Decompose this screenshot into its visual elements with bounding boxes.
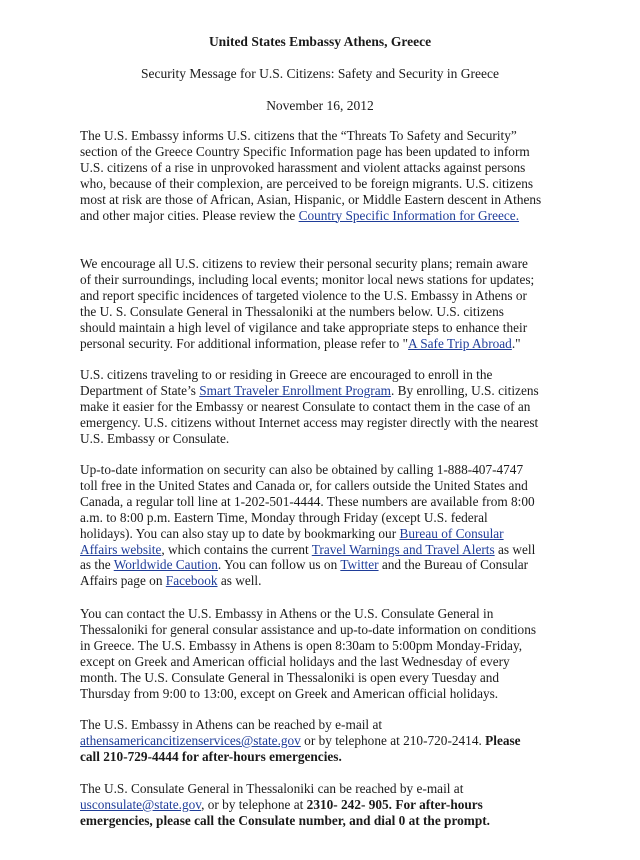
paragraph-text: or by telephone at 210-720-2414. — [300, 732, 486, 748]
country-specific-info-link[interactable]: Country Specific Information for Greece. — [298, 207, 520, 223]
embassy-email-link[interactable]: athensamericancitizenservices@state.gov — [80, 732, 301, 748]
paragraph-enrollment — [80, 367, 542, 447]
paragraph-text: We encourage all U.S. citizens to review their personal security plans; remain aware of their surroundings, including local events; monitor local news stations for updates; and report specific incidences of targeted violence to the U.S. Embassy in Athens or the U. S. Consulate General in Thessaloniki at the numbers below. U.S. citizens should maintain a high level of vigilance and take appropriate steps to enhance their personal security. For additional information, please refer to " — [80, 256, 535, 351]
paragraph-text-cont: . By enrolling, U.S. citizens make it easier for the Embassy or nearest Consulate to contact them in the case of an emergency. U.S. citizens without Internet access may register directly with the nearest U.S. Embassy or Consulate. — [80, 382, 539, 446]
safe-trip-abroad-link[interactable]: A Safe Trip Abroad — [408, 335, 512, 351]
paragraph-text: and the Bureau of Consular Affairs page on — [80, 557, 529, 589]
paragraph-security-plans — [80, 256, 542, 351]
paragraph-text: , which contains the current — [161, 541, 312, 557]
document-date: November 16, 2012 — [266, 98, 374, 113]
paragraph-text: U.S. citizens traveling to or residing in Greece are encouraged to enroll in the Department of State’s — [80, 367, 493, 398]
paragraph-text: . You can follow us on — [217, 557, 341, 573]
paragraph-text: You can contact the U.S. Embassy in Athens or the U.S. Consulate General in Thessaloniki for general consular assistance and up-to-date information on conditions in Greece. The U.S. Embassy in Athens is open 8:30am to 5:00pm Monday-Friday, except on Greek and American official holidays and the last Wednesday of every month. The U.S. Consulate General in Thessaloniki is open every Tuesday and Thursday from 9:00 to 13:00, except on Greek and American official holidays. — [80, 606, 537, 701]
document-title: United States Embassy Athens, Greece — [208, 34, 432, 49]
paragraph-embassy-contact — [80, 717, 542, 765]
paragraph-text-end: ." — [511, 335, 521, 351]
consular-affairs-website-link[interactable]: Bureau of Consular Affairs website — [80, 525, 504, 557]
paragraph-text: as well. — [217, 573, 262, 589]
worldwide-caution-link[interactable]: Worldwide Caution — [113, 557, 218, 573]
paragraph-up-to-date-info — [80, 462, 542, 589]
paragraph-threat-update — [80, 128, 542, 223]
paragraph-text: Up-to-date information on security can also be obtained by calling 1-888-407-4747 toll free in the United States and Canada or, for callers outside the United States and Canada, a regular toll line at 1-202-501-4444. These numbers are available from 8:00 a.m. to 8:00 p.m. Eastern Time, Monday through Friday (except U.S. federal holidays). You can also stay up to date by bookmarking our — [80, 462, 535, 541]
emergency-notice: . For after-hours emergencies, please call the Consulate number, and dial 0 at the prompt. — [80, 796, 490, 828]
paragraph-text: , or by telephone at — [201, 796, 307, 812]
twitter-link[interactable]: Twitter — [340, 557, 379, 573]
paragraph-text: The U.S. Embassy informs U.S. citizens that the “Threats To Safety and Security” section of the Greece Country Specific Information page has been updated to inform U.S. citizens of a rise in unprovoked harassment and violent attacks against persons who, because of their complexion, are perceived to be foreign migrants. U.S. citizens most at risk are those of African, Asian, Hispanic, or Middle Eastern descent in Athens and other major cities. Please review the — [80, 128, 542, 223]
consulate-email-link[interactable]: usconsulate@state.gov — [80, 796, 202, 812]
document-subtitle: Security Message for U.S. Citizens: Safety and Security in Greece — [140, 66, 500, 81]
facebook-link[interactable]: Facebook — [165, 573, 218, 589]
paragraph-text: The U.S. Consulate General in Thessaloniki can be reached by e-mail at — [80, 781, 464, 796]
emergency-notice: Please call 210-729-4444 for after-hours emergencies. — [80, 732, 521, 764]
smart-traveler-link[interactable]: Smart Traveler Enrollment Program — [199, 382, 391, 398]
paragraph-contact-hours — [80, 606, 542, 701]
consulate-phone: 2310- 242- 905 — [306, 796, 389, 812]
paragraph-text: as well as the — [80, 541, 536, 573]
paragraph-text: The U.S. Embassy in Athens can be reached by e-mail at — [80, 717, 383, 732]
paragraph-consulate-contact — [80, 781, 542, 829]
travel-warnings-link[interactable]: Travel Warnings and Travel Alerts — [311, 541, 495, 557]
